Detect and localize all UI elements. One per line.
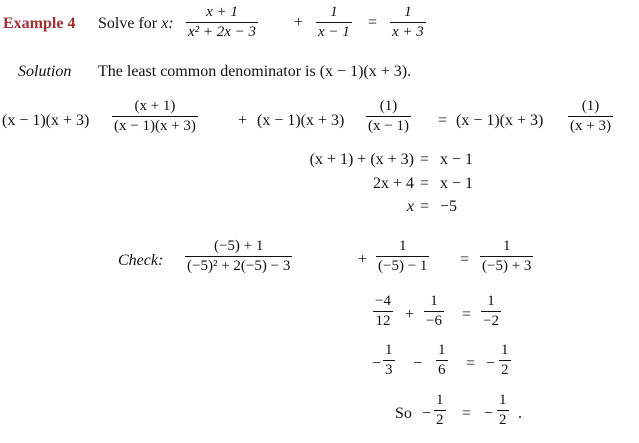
plus-sign: + xyxy=(405,306,415,323)
lcd-multiplier: (x − 1)(x + 3) xyxy=(2,112,90,129)
equals-sign: = xyxy=(438,112,448,129)
fraction-numerator: 1 xyxy=(436,392,444,408)
step-rhs: x − 1 xyxy=(440,151,474,168)
step1-fraction-a xyxy=(112,98,198,135)
step-rhs: x − 1 xyxy=(440,175,474,192)
fraction-numerator: 1 xyxy=(502,238,511,254)
so-text: So xyxy=(395,405,412,422)
period: . xyxy=(518,405,522,422)
example-fraction-1 xyxy=(186,4,258,41)
fraction-numerator: x + 1 xyxy=(206,4,238,20)
minus-sign: − xyxy=(484,405,494,422)
fraction-denominator: 12 xyxy=(375,313,391,329)
solution-text: The least common denominator is (x − 1)(x + 3). xyxy=(98,63,412,80)
fraction-numerator: (x + 1) xyxy=(134,98,176,114)
step1-fraction-c xyxy=(568,98,613,135)
fraction-denominator: (x − 1) xyxy=(368,118,409,134)
fraction-numerator: (1) xyxy=(581,98,600,114)
step1-fraction-b xyxy=(366,98,411,135)
equals-sign: = xyxy=(420,151,430,168)
fraction-numerator: 1 xyxy=(330,4,338,20)
step-lhs: 2x + 4 xyxy=(372,175,414,192)
fraction-numerator: (1) xyxy=(379,98,398,114)
fraction-denominator: −6 xyxy=(426,313,442,329)
fraction-denominator: (x − 1)(x + 3) xyxy=(114,118,196,134)
fraction-numerator: 1 xyxy=(438,342,446,358)
plus-sign: + xyxy=(294,14,304,31)
example-label: Example 4 xyxy=(3,15,76,32)
example-prompt xyxy=(98,15,174,33)
fraction-numerator: 1 xyxy=(404,4,412,20)
equals-sign: = xyxy=(466,355,476,372)
fraction-denominator: x − 1 xyxy=(318,24,350,40)
solution-label: Solution xyxy=(18,63,72,80)
minus-sign: − xyxy=(422,405,432,422)
fraction-numerator: 1 xyxy=(501,342,509,358)
fraction-numerator: 1 xyxy=(398,238,407,254)
fraction-numerator: −4 xyxy=(375,293,391,309)
example-fraction-3 xyxy=(390,4,426,41)
equals-sign: = xyxy=(460,251,470,268)
fraction-denominator: (−5) + 3 xyxy=(482,258,532,274)
fraction-numerator: 1 xyxy=(499,392,507,408)
fraction-denominator: (x + 3) xyxy=(570,118,611,134)
equals-sign: = xyxy=(462,306,472,323)
fraction-denominator: 6 xyxy=(438,362,446,378)
check-r2-fraction-b xyxy=(424,293,444,330)
example-fraction-2 xyxy=(316,4,352,41)
equals-sign: = xyxy=(420,198,430,215)
check-r4-fraction-c xyxy=(497,392,509,429)
check-r3-fraction-c xyxy=(499,342,511,379)
lcd-multiplier: (x − 1)(x + 3) xyxy=(257,112,345,129)
fraction-denominator: x + 3 xyxy=(392,24,424,40)
step-lhs: (x + 1) + (x + 3) xyxy=(309,151,414,168)
plus-sign: + xyxy=(238,112,248,129)
check-r1-fraction-a xyxy=(185,238,292,275)
check-r3-fraction-a xyxy=(383,342,395,379)
minus-sign: − xyxy=(486,355,496,372)
fraction-numerator: (−5) + 1 xyxy=(213,238,264,254)
check-r4-fraction-a xyxy=(434,392,446,429)
fraction-denominator: 2 xyxy=(501,362,509,378)
plus-sign: + xyxy=(358,251,368,268)
lcd-multiplier: (x − 1)(x + 3) xyxy=(456,112,544,129)
step-rhs: −5 xyxy=(440,198,458,215)
fraction-denominator: (−5)² + 2(−5) − 3 xyxy=(187,258,291,274)
step-lhs: x xyxy=(406,198,414,215)
fraction-numerator: 1 xyxy=(430,293,438,309)
minus-sign: − xyxy=(413,355,423,372)
check-r2-fraction-a xyxy=(373,293,393,330)
check-r2-fraction-c xyxy=(481,293,501,330)
fraction-denominator: x² + 2x − 3 xyxy=(188,24,257,40)
check-r3-fraction-b xyxy=(436,342,448,379)
prompt-variable: x: xyxy=(161,15,174,32)
check-r1-fraction-c xyxy=(480,238,533,275)
fraction-denominator: 2 xyxy=(436,412,444,428)
equals-sign: = xyxy=(462,405,472,422)
fraction-denominator: 2 xyxy=(499,412,507,428)
check-label: Check: xyxy=(118,252,164,269)
fraction-numerator: 1 xyxy=(487,293,495,309)
equals-sign: = xyxy=(368,14,378,31)
fraction-numerator: 1 xyxy=(385,342,393,358)
prompt-text: Solve for xyxy=(98,15,162,32)
fraction-denominator: (−5) − 1 xyxy=(378,258,428,274)
check-r1-fraction-b xyxy=(376,238,429,275)
minus-sign: − xyxy=(372,355,382,372)
equals-sign: = xyxy=(420,175,430,192)
fraction-denominator: 3 xyxy=(385,362,393,378)
fraction-denominator: −2 xyxy=(483,313,499,329)
